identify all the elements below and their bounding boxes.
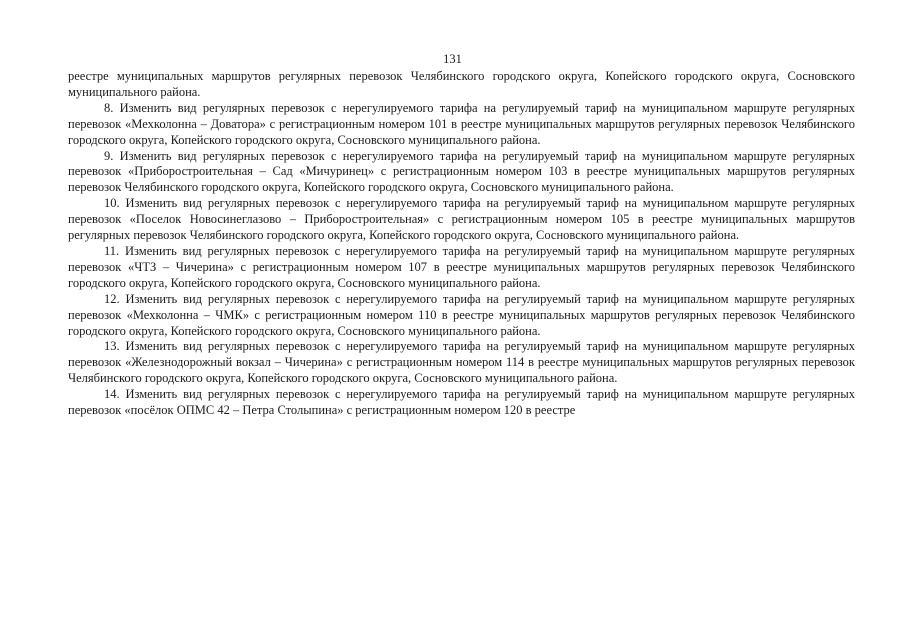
paragraph-continuation: реестре муниципальных маршрутов регулярных перевозок Челябинского городского округа, Копейского городского округа, Сосновского муниципального района. [68, 69, 855, 99]
page-number: 131 [443, 52, 462, 66]
paragraph-item-10: 10. Изменить вид регулярных перевозок с нерегулируемого тарифа на регулируемый тариф на муниципальном маршруте регулярных перевозок «Поселок Новосинеглазово – Приборостроительная» с регистрационным номером 105 в реестре муниципальных маршрутов регулярных перевозок Челябинского городского округа, Копейского городского округа, Сосновского муниципального района. [68, 196, 855, 243]
paragraph-item-9: 9. Изменить вид регулярных перевозок с нерегулируемого тарифа на регулируемый тариф на муниципальном маршруте регулярных перевозок «Приборостроительная – Сад «Мичуринец» с регистрационным номером 103 в реестре муниципальных маршрутов регулярных перевозок Челябинского городского округа, Копейского городского округа, Сосновского муниципального района. [68, 148, 855, 195]
paragraph-item-13: 13. Изменить вид регулярных перевозок с нерегулируемого тарифа на регулируемый тариф на муниципальном маршруте регулярных перевозок «Железнодорожный вокзал – Чичерина» с регистрационным номером 114 в реестре муниципальных маршрутов регулярных перевозок Челябинского городского округа, Копейского городского округа, Сосновского муниципального района. [68, 339, 855, 386]
paragraph-item-8: 8. Изменить вид регулярных перевозок с нерегулируемого тарифа на регулируемый тариф на муниципальном маршруте регулярных перевозок «Мехколонна – Доватора» с регистрационным номером 101 в реестре муниципальных маршрутов регулярных перевозок Челябинского городского округа, Копейского городского округа, Сосновского муниципального района. [68, 100, 855, 147]
document-body [68, 69, 855, 419]
paragraph-item-14: 14. Изменить вид регулярных перевозок с нерегулируемого тарифа на регулируемый тариф на муниципальном маршруте регулярных перевозок «посёлок ОПМС 42 – Петра Столыпина» с регистрационным номером 120 в реестре [68, 387, 855, 418]
paragraph-item-11: 11. Изменить вид регулярных перевозок с нерегулируемого тарифа на регулируемый тариф на муниципальном маршруте регулярных перевозок «ЧТЗ – Чичерина» с регистрационным номером 107 в реестре муниципальных маршрутов регулярных перевозок Челябинского городского округа, Копейского городского округа, Сосновского муниципального района. [68, 243, 855, 290]
paragraph-item-12: 12. Изменить вид регулярных перевозок с нерегулируемого тарифа на регулируемый тариф на муниципальном маршруте регулярных перевозок «Мехколонна – ЧМК» с регистрационным номером 110 в реестре муниципальных маршрутов регулярных перевозок Челябинского городского округа, Копейского городского округа, Сосновского муниципального района. [68, 291, 855, 338]
